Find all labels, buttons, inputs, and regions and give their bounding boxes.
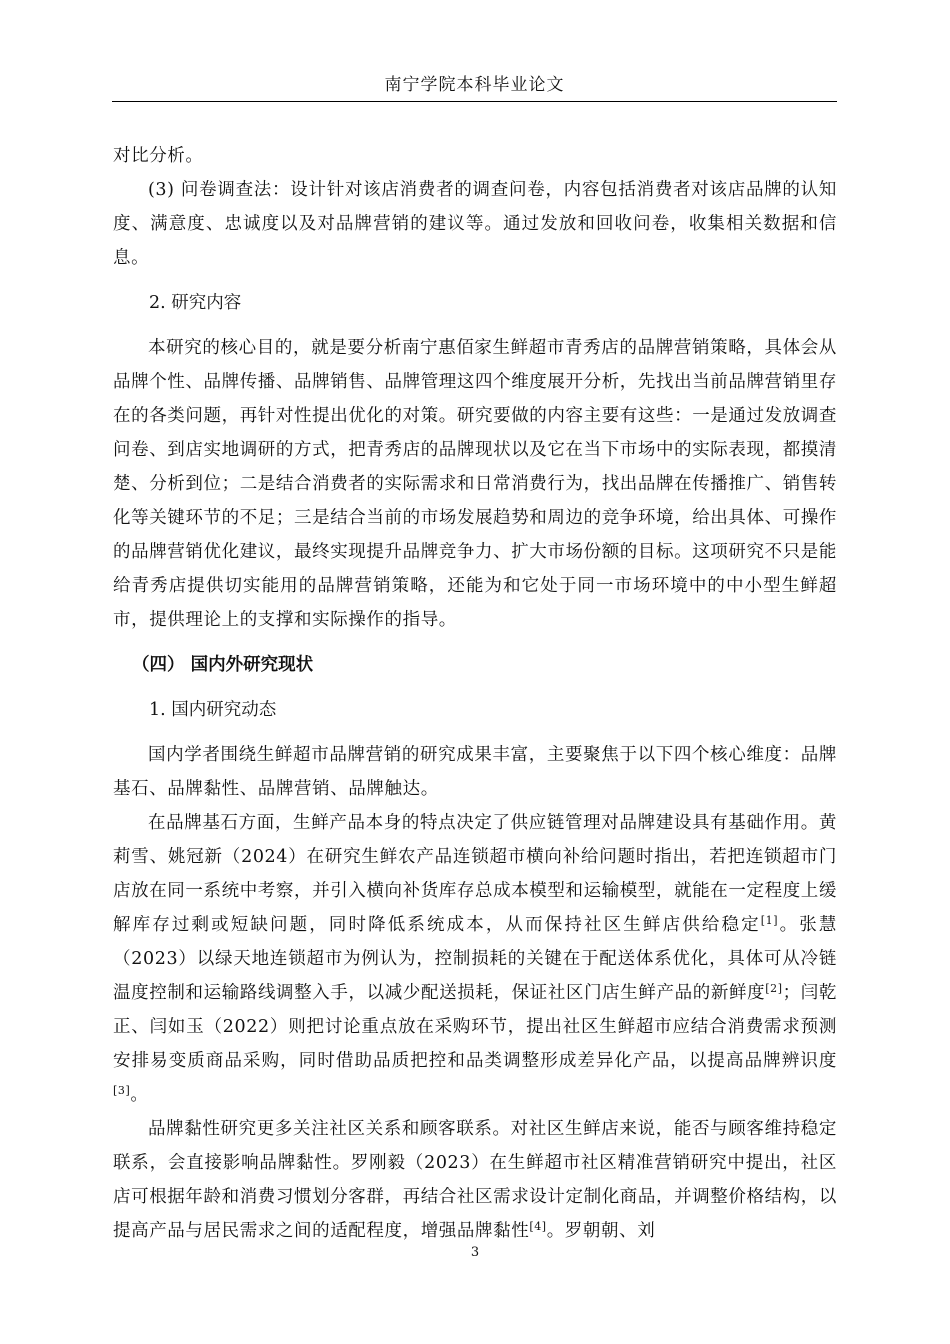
citation-ref-4: [4]	[529, 1220, 547, 1233]
citation-ref-1: [1]	[760, 914, 779, 927]
subheading-domestic-research: 1. 国内研究动态	[149, 700, 277, 720]
paragraph-text: ；闫乾正、闫如玉（2022）则把讨论重点放在采购环节，提出社区生鲜超市应结合消费需求预测安排易变质商品采购，同时借助品质把控和品类调整形成差异化产品，以提高品牌辨识度	[113, 983, 837, 1071]
paragraph-brand-foundation	[113, 806, 837, 1112]
paragraph-text: 。张慧（2023）以绿天地连锁超市为例认为，控制损耗的关键在于配送体系优化，具体可从冷链温度控制和运输路线调整入手，以减少配送损耗，保证社区门店生鲜产品的新鲜度	[113, 915, 837, 1003]
page-number: 3	[470, 1245, 480, 1260]
citation-ref-3: [3]	[113, 1084, 131, 1097]
citation-ref-2: [2]	[765, 982, 783, 995]
paragraph-research-content: 本研究的核心目的，就是要分析南宁惠佰家生鲜超市青秀店的品牌营销策略，具体会从品牌个性、品牌传播、品牌销售、品牌管理这四个维度展开分析，先找出当前品牌营销里存在的各类问题，再针对性提出优化的对策。研究要做的内容主要有这些：一是通过发放调查问卷、到店实地调研的方式，把青秀店的品牌现状以及它在当下市场中的实际表现，都摸清楚、分析到位；二是结合消费者的实际需求和日常消费行为，找出品牌在传播推广、销售转化等关键环节的不足；三是结合当前的市场发展趋势和周边的竞争环境，给出具体、可操作的品牌营销优化建议，最终实现提升品牌竞争力、扩大市场份额的目标。这项研究不只是能给青秀店提供切实能用的品牌营销策略，还能为和它处于同一市场环境中的中小型生鲜超市，提供理论上的支撑和实际操作的指导。	[113, 338, 837, 630]
paragraph-brand-stickiness	[113, 1112, 837, 1248]
document-body	[113, 139, 837, 1248]
paragraph-text: 在品牌基石方面，生鲜产品本身的特点决定了供应链管理对品牌建设具有基础作用。黄莉雪、姚冠新（2024）在研究生鲜农产品连锁超市横向补给问题时指出，若把连锁超市门店放在同一系统中考察，并引入横向补货库存总成本模型和运输模型，就能在一定程度上缓解库存过剩或短缺问题，同时降低系统成本，从而保持社区生鲜店供给稳定	[113, 813, 837, 935]
subheading-research-content: 2. 研究内容	[149, 293, 242, 313]
page-header-title: 南宁学院本科毕业论文	[384, 75, 565, 95]
section-heading-research-status: （四） 国内外研究现状	[132, 655, 314, 675]
paragraph-continuation: 对比分析。	[113, 146, 204, 166]
paragraph-text: 品牌黏性研究更多关注社区关系和顾客联系。对社区生鲜店来说，能否与顾客维持稳定联系，会直接影响品牌黏性。罗刚毅（2023）在生鲜超市社区精准营销研究中提出，社区店可根据年龄和消费习惯划分客群，再结合社区需求设计定制化商品，并调整价格结构，以提高产品与居民需求之间的适配程度，增强品牌黏性	[113, 1119, 837, 1241]
paragraph-text: 。罗朝朝、刘	[546, 1221, 656, 1241]
paragraph-text: 。	[130, 1085, 149, 1105]
header-divider	[112, 101, 837, 102]
paragraph-questionnaire-method: (3) 问卷调查法：设计针对该店消费者的调查问卷，内容包括消费者对该店品牌的认知度、满意度、忠诚度以及对品牌营销的建议等。通过发放和回收问卷，收集相关数据和信息。	[113, 180, 837, 268]
paragraph-domestic-overview: 国内学者围绕生鲜超市品牌营销的研究成果丰富，主要聚焦于以下四个核心维度：品牌基石、品牌黏性、品牌营销、品牌触达。	[113, 745, 837, 799]
